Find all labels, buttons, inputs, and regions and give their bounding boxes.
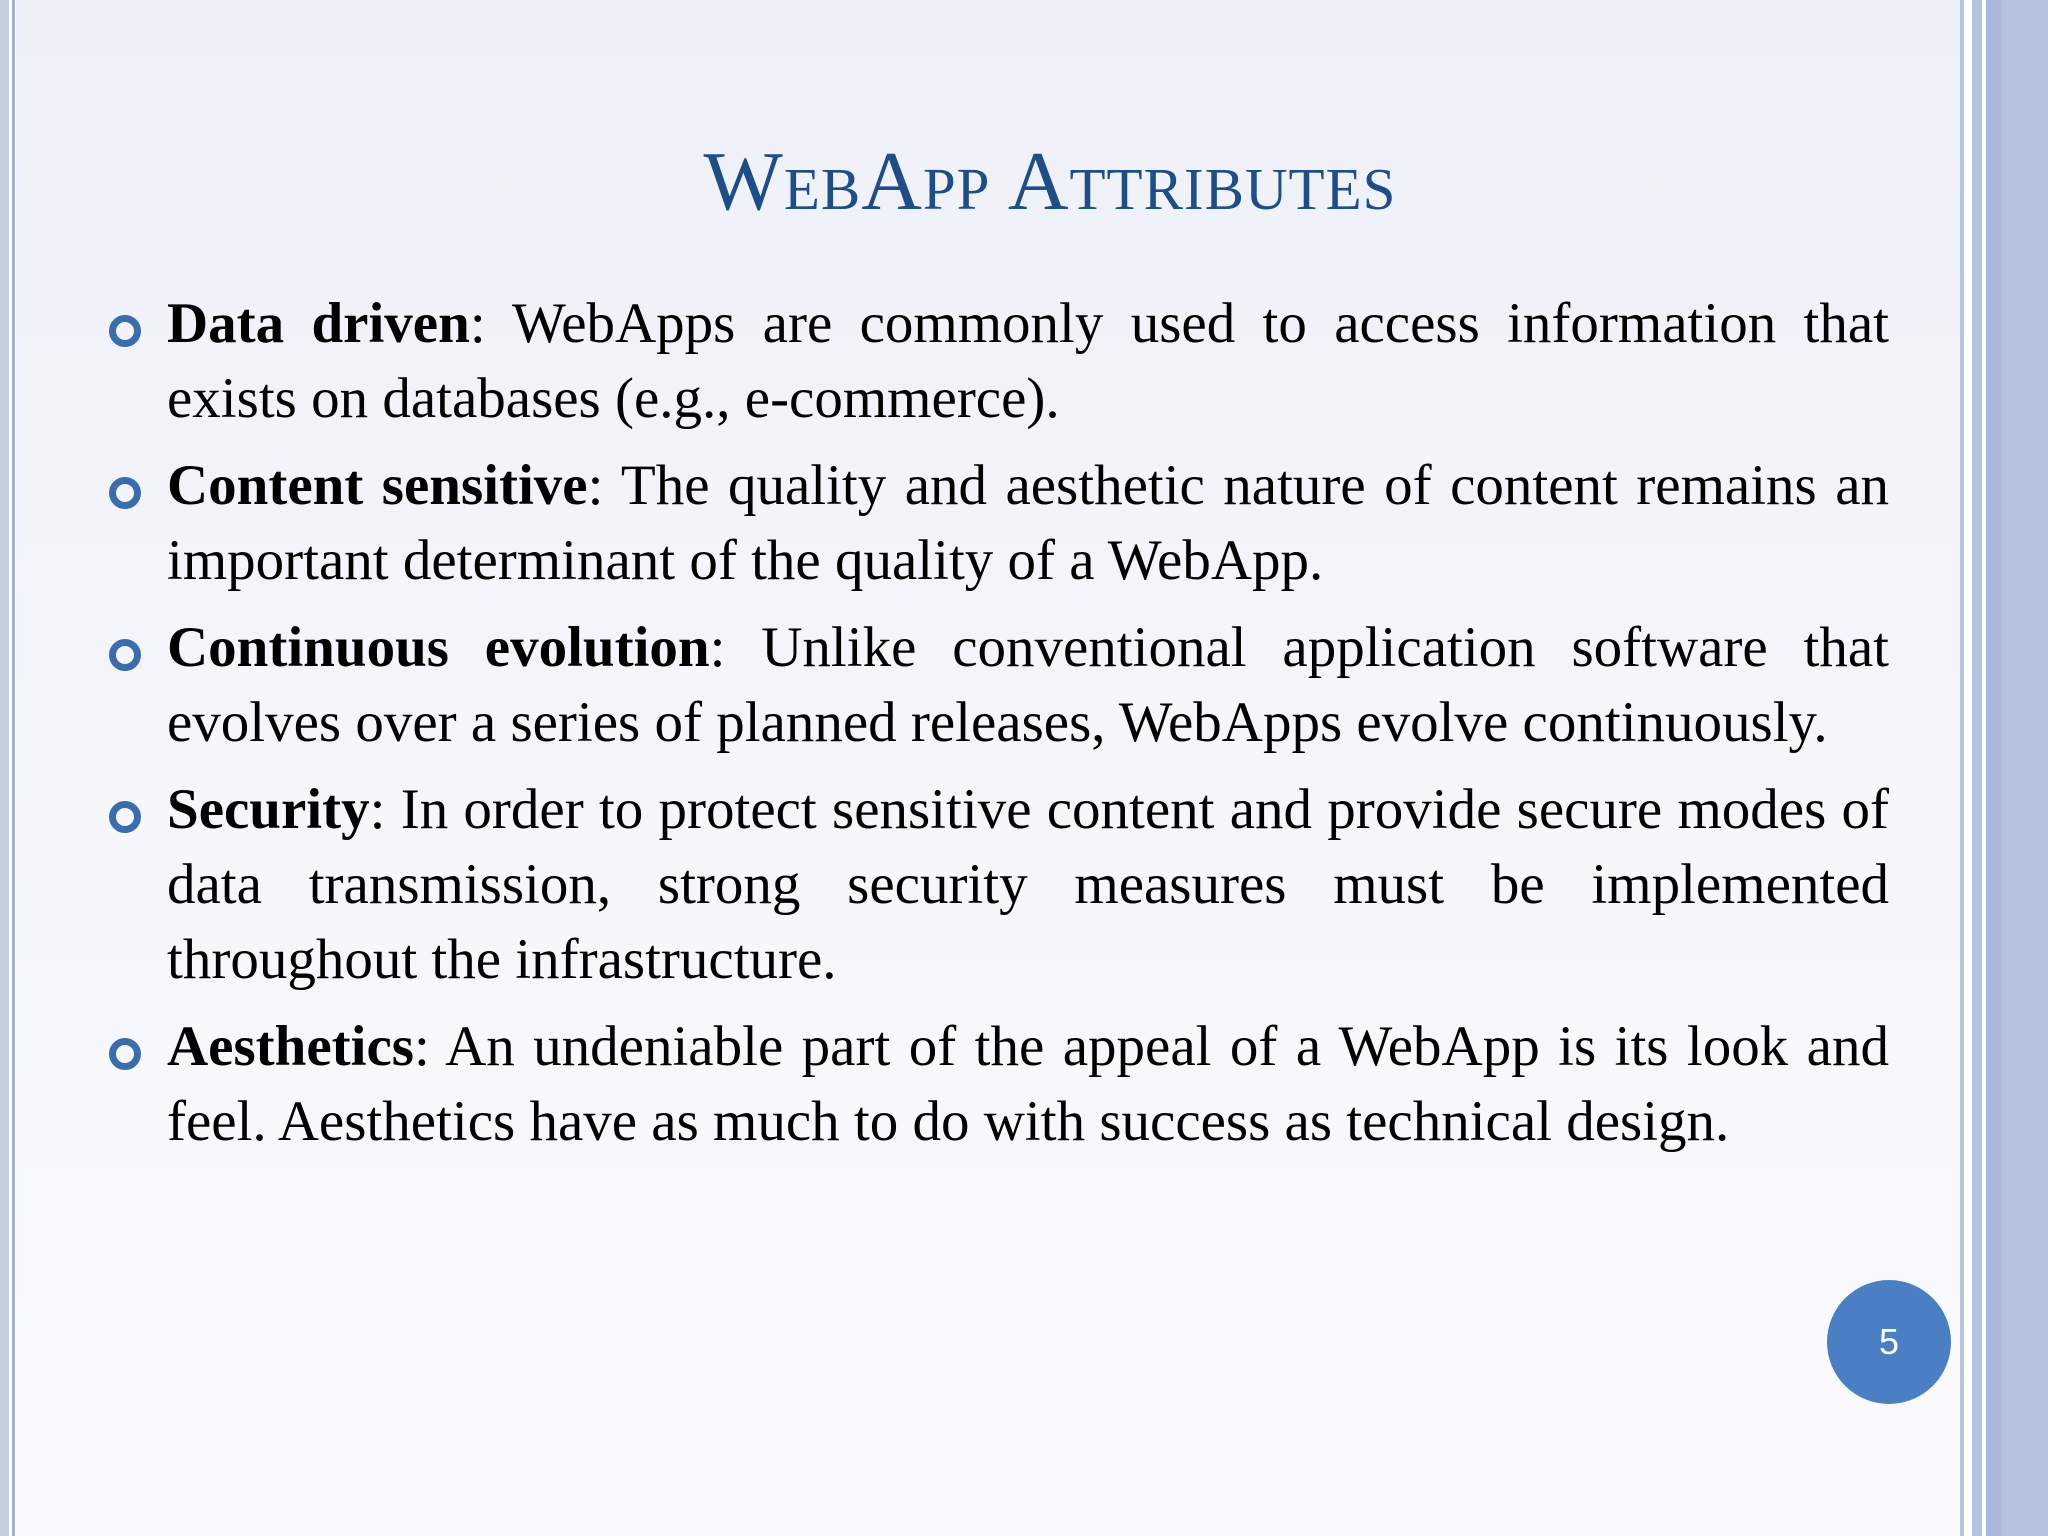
page-number-badge: 5 bbox=[1827, 1280, 1951, 1404]
bullet-text: An undeniable part of the appeal of a WebApp is its look and feel. Aesthetics have as much to do with success as technical design. bbox=[167, 1015, 1889, 1153]
bullet-term: Continuous evolution bbox=[167, 616, 710, 679]
bullet-separator: : bbox=[413, 1015, 430, 1078]
bullet-list bbox=[167, 286, 1889, 1171]
ring-bullet-icon bbox=[109, 477, 141, 509]
bullet-item bbox=[167, 610, 1889, 760]
bullet-item bbox=[167, 1009, 1889, 1159]
ring-bullet-icon bbox=[109, 315, 141, 347]
bullet-term: Security bbox=[167, 778, 370, 841]
ring-bullet-icon bbox=[109, 801, 141, 833]
bullet-text: In order to protect sensitive content and provide secure modes of data transmission, strong security measures must be implemented throughout the infrastructure. bbox=[167, 778, 1889, 991]
bullet-term: Content sensitive bbox=[167, 454, 588, 517]
bullet-separator: : bbox=[709, 616, 726, 679]
bullet-separator: : bbox=[369, 778, 386, 841]
bullet-text: Unlike conventional application software that evolves over a series of planned releases, WebApps evolve continuously. bbox=[167, 616, 1889, 754]
bullet-item bbox=[167, 286, 1889, 436]
slide-title: WebApp Attributes bbox=[703, 135, 1397, 228]
bullet-item bbox=[167, 448, 1889, 598]
bullet-text: WebApps are commonly used to access information that exists on databases (e.g., e-commerce). bbox=[167, 292, 1889, 430]
bullet-term: Data driven bbox=[167, 292, 470, 355]
ring-bullet-icon bbox=[109, 1038, 141, 1070]
ring-bullet-icon bbox=[109, 639, 141, 671]
bullet-separator: : bbox=[469, 292, 486, 355]
bullet-separator: : bbox=[587, 454, 604, 517]
bullet-term: Aesthetics bbox=[167, 1015, 414, 1078]
bullet-item bbox=[167, 772, 1889, 997]
bullet-text: The quality and aesthetic nature of content remains an important determinant of the quality of a WebApp. bbox=[167, 454, 1889, 592]
